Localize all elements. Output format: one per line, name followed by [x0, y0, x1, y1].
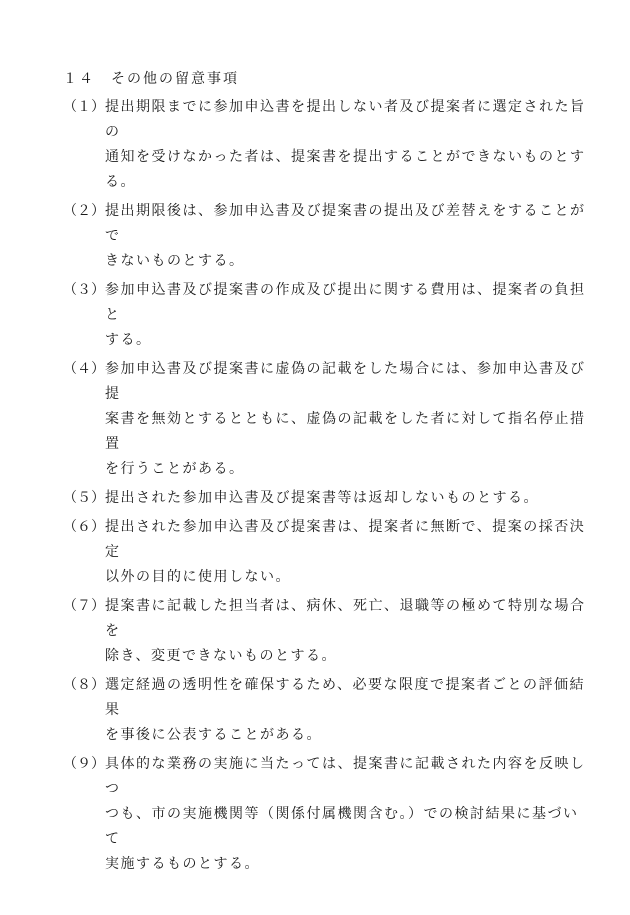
item-number: （８） [63, 677, 105, 693]
item-text: 提出された参加申込書及び提案書は、提案者に無断で、提案の採否決定 以外の目的に使用しない。 [105, 519, 586, 585]
list-item [63, 199, 593, 274]
item-text: 参加申込書及び提案書に虚偽の記載をした場合には、参加申込書及び提 案書を無効とするとともに、虚偽の記載をした者に対して指名停止措置 を行うことがある。 [105, 361, 586, 477]
item-text: 提案書に記載した担当者は、病休、死亡、退職等の極めて特別な場合を 除き、変更できないものとする。 [105, 598, 586, 664]
item-text: 具体的な業務の実施に当たっては、提案書に記載された内容を反映しつ つも、市の実施機関等（関係付属機関含む。）での検討結果に基づいて 実施するものとする。 [105, 756, 586, 872]
list-item [63, 515, 593, 590]
item-text: 参加申込書及び提案書の作成及び提出に関する費用は、提案者の負担と する。 [105, 282, 586, 348]
item-text: 選定経過の透明性を確保するため、必要な限度で提案者ごとの評価結果 を事後に公表することがある。 [105, 677, 585, 743]
item-text: 提出期限後は、参加申込書及び提案書の提出及び差替えをすることがで きないものとする。 [105, 203, 586, 269]
item-number: （３） [63, 282, 105, 298]
item-number: （６） [63, 519, 105, 535]
list-item [63, 673, 593, 748]
item-number: （９） [63, 756, 105, 772]
list-item [63, 752, 593, 877]
item-text: 提出期限までに参加申込書を提出しない者及び提案者に選定された旨の 通知を受けなかった者は、提案書を提出することができないものとする。 [105, 99, 586, 190]
item-number: （４） [63, 361, 105, 377]
list-item [63, 594, 593, 669]
item-text: 提出された参加申込書及び提案書等は返却しないものとする。 [105, 490, 539, 506]
list-item [63, 95, 593, 195]
section-heading: １４ その他の留意事項 [63, 71, 239, 87]
list-item [63, 357, 593, 482]
item-number: （２） [63, 203, 105, 219]
item-number: （５） [63, 490, 105, 506]
list-item [63, 486, 593, 511]
notes-list [63, 95, 593, 881]
list-item [63, 278, 593, 353]
item-number: （７） [63, 598, 105, 614]
item-number: （１） [63, 99, 105, 115]
